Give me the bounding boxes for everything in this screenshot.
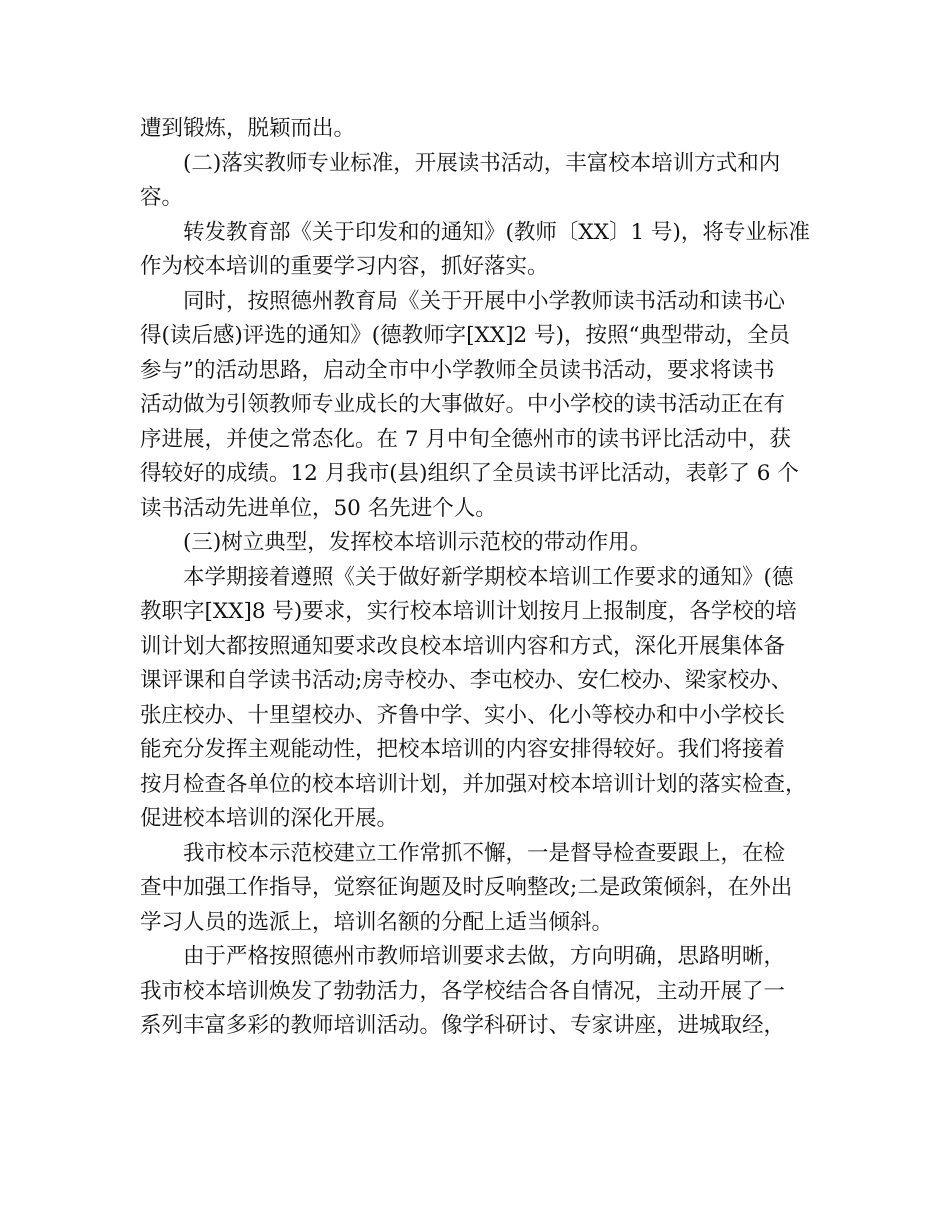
text-line: 按月检查各单位的校本培训计划，并加强对校本培训计划的落实检查， xyxy=(140,771,807,797)
text-line: 序进展，并使之常态化。在 7 月中旬全德州市的读书评比活动中，获 xyxy=(140,426,791,452)
text-line: 得较好的成绩。12 月我市(县)组织了全员读书评比活动，表彰了 6 个 xyxy=(140,461,799,486)
text-line: 促进校本培训的深化开展。 xyxy=(140,806,399,831)
text-line: 转发教育部《关于印发和的通知》(教师〔XX〕1 号)，将专业标准 xyxy=(183,219,810,245)
text-line: 课评课和自学读书活动;房寺校办、李屯校办、安仁校办、梁家校办、 xyxy=(140,668,793,693)
text-line: 我市校本培训焕发了勃勃活力，各学校结合各自情况，主动开展了一 xyxy=(140,978,786,1004)
text-line: (二)落实教师专业标准，开展读书活动，丰富校本培训方式和内 xyxy=(183,150,781,176)
text-line: 由于严格按照德州市教师培训要求去做，方向明确，思路明晰， xyxy=(183,944,786,969)
text-line: 系列丰富多彩的教师培训活动。像学科研讨、专家讲座，进城取经， xyxy=(140,1013,786,1038)
text-line: 得(读后感)评选的通知》(德教师字[XX]2 号)，按照“典型带动，全员 xyxy=(140,323,790,348)
text-line: 张庄校办、十里望校办、齐鲁中学、实小、化小等校办和中小学校长 xyxy=(140,702,786,728)
text-line: 遭到锻炼，脱颖而出。 xyxy=(140,116,356,141)
text-line: 能充分发挥主观能动性，把校本培训的内容安排得较好。我们将接着 xyxy=(140,737,786,762)
text-line: 本学期接着遵照《关于做好新学期校本培训工作要求的通知》(德 xyxy=(183,564,794,590)
text-line: 读书活动先进单位，50 名先进个人。 xyxy=(140,495,497,521)
text-line: 查中加强工作指导，觉察征询题及时反响整改;二是政策倾斜，在外出 xyxy=(140,875,793,900)
text-line: 同时，按照德州教育局《关于开展中小学教师读书活动和读书心 xyxy=(183,288,786,314)
text-line: 参与”的活动思路，启动全市中小学教师全员读书活动，要求将读书 xyxy=(140,357,775,383)
text-line: 教职字[XX]8 号)要求，实行校本培训计划按月上报制度，各学校的培 xyxy=(140,599,797,624)
document-body xyxy=(140,112,830,1044)
text-line: (三)树立典型，发挥校本培训示范校的带动作用。 xyxy=(183,530,652,555)
text-line: 作为校本培训的重要学习内容，抓好落实。 xyxy=(140,254,549,279)
text-line: 容。 xyxy=(140,185,184,210)
text-line: 训计划大都按照通知要求改良校本培训内容和方式，深化开展集体备 xyxy=(140,633,786,659)
text-line: 学习人员的选派上，培训名额的分配上适当倾斜。 xyxy=(140,909,614,935)
text-line: 活动做为引领教师专业成长的大事做好。中小学校的读书活动正在有 xyxy=(140,392,786,417)
text-line: 我市校本示范校建立工作常抓不懈，一是督导检查要跟上，在检 xyxy=(183,840,786,866)
